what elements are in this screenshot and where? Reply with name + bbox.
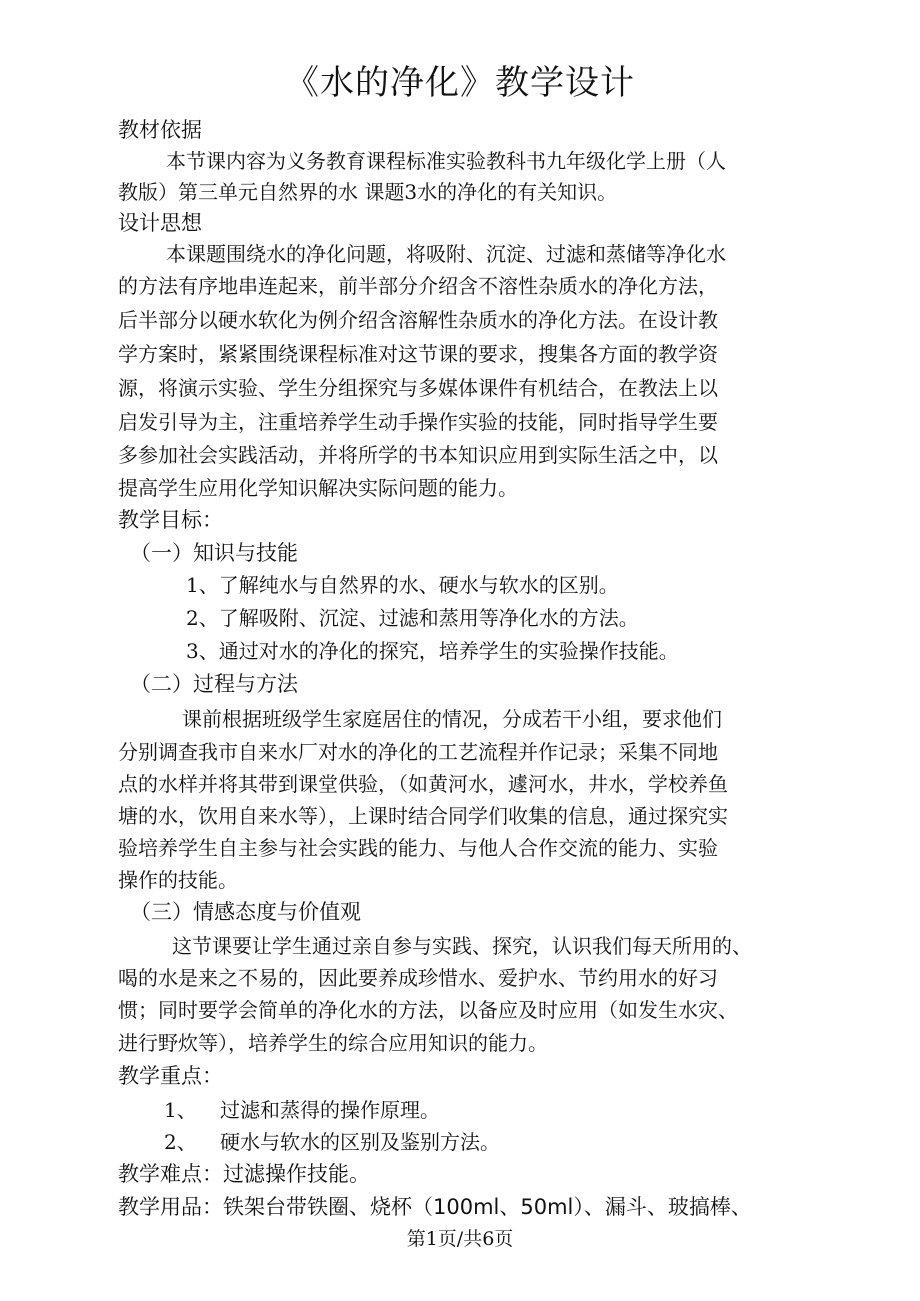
paragraph-line: 进行野炊等），培养学生的综合应用知识的能力。 xyxy=(118,1031,548,1055)
paragraph-line: 教版）第三单元自然界的水 课题3水的净化的有关知识。 xyxy=(118,180,618,204)
paragraph-line: 操作的技能。 xyxy=(118,868,238,892)
subsection-heading-process: （二）过程与方法 xyxy=(130,672,298,696)
key-point-text: 过滤和蒸得的操作原理。 xyxy=(220,1098,440,1122)
paragraph-line: 启发引导为主，注重培养学生动手操作实验的技能，同时指导学生要 xyxy=(118,410,718,434)
paragraph-line: 本课题围绕水的净化问题，将吸附、沉淀、过滤和蒸储等净化水 xyxy=(166,242,726,266)
section-heading-key-points: 教学重点： xyxy=(118,1064,223,1088)
page-number: 第1页/共6页 xyxy=(406,1228,514,1250)
paragraph-line: 多参加社会实践活动，并将所学的书本知识应用到实际生活之中，以 xyxy=(118,443,718,467)
list-item: 2、了解吸附、沉淀、过滤和蒸用等净化水的方法。 xyxy=(186,606,639,630)
list-item: 3、通过对水的净化的探究，培养学生的实验操作技能。 xyxy=(186,639,679,663)
paragraph-line: 课前根据班级学生家庭居住的情况，分成若干小组，要求他们 xyxy=(182,707,722,731)
paragraph-line: 点的水样并将其带到课堂供验，（如黄河水，遽河水，井水，学校养鱼 xyxy=(118,772,728,796)
paragraph-line: 这节课要让学生通过亲自参与实践、探究，认识我们每天所用的、 xyxy=(172,934,752,958)
subsection-heading-knowledge: （一）知识与技能 xyxy=(130,541,298,565)
paragraph-line: 验培养学生自主参与社会实践的能力、与他人合作交流的能力、实验 xyxy=(118,836,718,860)
section-heading-goals: 教学目标： xyxy=(118,508,223,532)
paragraph-line: 的方法有序地串连起来，前半部分介绍含不溶性杂质水的净化方法， xyxy=(118,274,718,298)
paragraph-line: 本节课内容为义务教育课程标准实验教科书九年级化学上册（人 xyxy=(166,149,726,173)
section-heading-basis: 教材依据 xyxy=(118,118,202,142)
materials-line: 教学用品：铁架台带铁圈、烧杯（100ml、50ml）、漏斗、玻搞棒、 xyxy=(118,1195,752,1219)
key-point-number: 1、 xyxy=(164,1098,197,1122)
paragraph-line: 提高学生应用化学知识解决实际问题的能力。 xyxy=(118,476,518,500)
list-item: 1、了解纯水与自然界的水、硬水与软水的区别。 xyxy=(186,573,619,597)
key-point-number: 2、 xyxy=(164,1130,197,1154)
paragraph-line: 塘的水，饮用自来水等），上课时结合同学们收集的信息，通过探究实 xyxy=(118,804,728,828)
paragraph-line: 分别调查我市自来水厂对水的净化的工艺流程并作记录；采集不同地 xyxy=(118,740,718,764)
difficulty-line: 教学难点：过滤操作技能。 xyxy=(118,1162,370,1186)
paragraph-line: 喝的水是来之不易的，因此要养成珍惜水、爱护水、节约用水的好习 xyxy=(118,966,718,990)
section-heading-idea: 设计思想 xyxy=(118,211,202,235)
paragraph-line: 惯；同时要学会简单的净化水的方法，以备应及时应用（如发生水灾、 xyxy=(118,998,738,1022)
paragraph-line: 源，将演示实验、学生分组探究与多媒体课件有机结合，在教法上以 xyxy=(118,376,718,400)
paragraph-line: 学方案时，紧紧围绕课程标准对这节课的要求，搜集各方面的教学资 xyxy=(118,342,718,366)
paragraph-line: 后半部分以硬水软化为例介绍含溶解性杂质水的净化方法。在设计教 xyxy=(118,308,718,332)
subsection-heading-attitude: （三）情感态度与价值观 xyxy=(130,900,361,924)
key-point-text: 硬水与软水的区别及鉴别方法。 xyxy=(220,1130,500,1154)
document-title: 《水的净化》教学设计 xyxy=(285,63,635,103)
